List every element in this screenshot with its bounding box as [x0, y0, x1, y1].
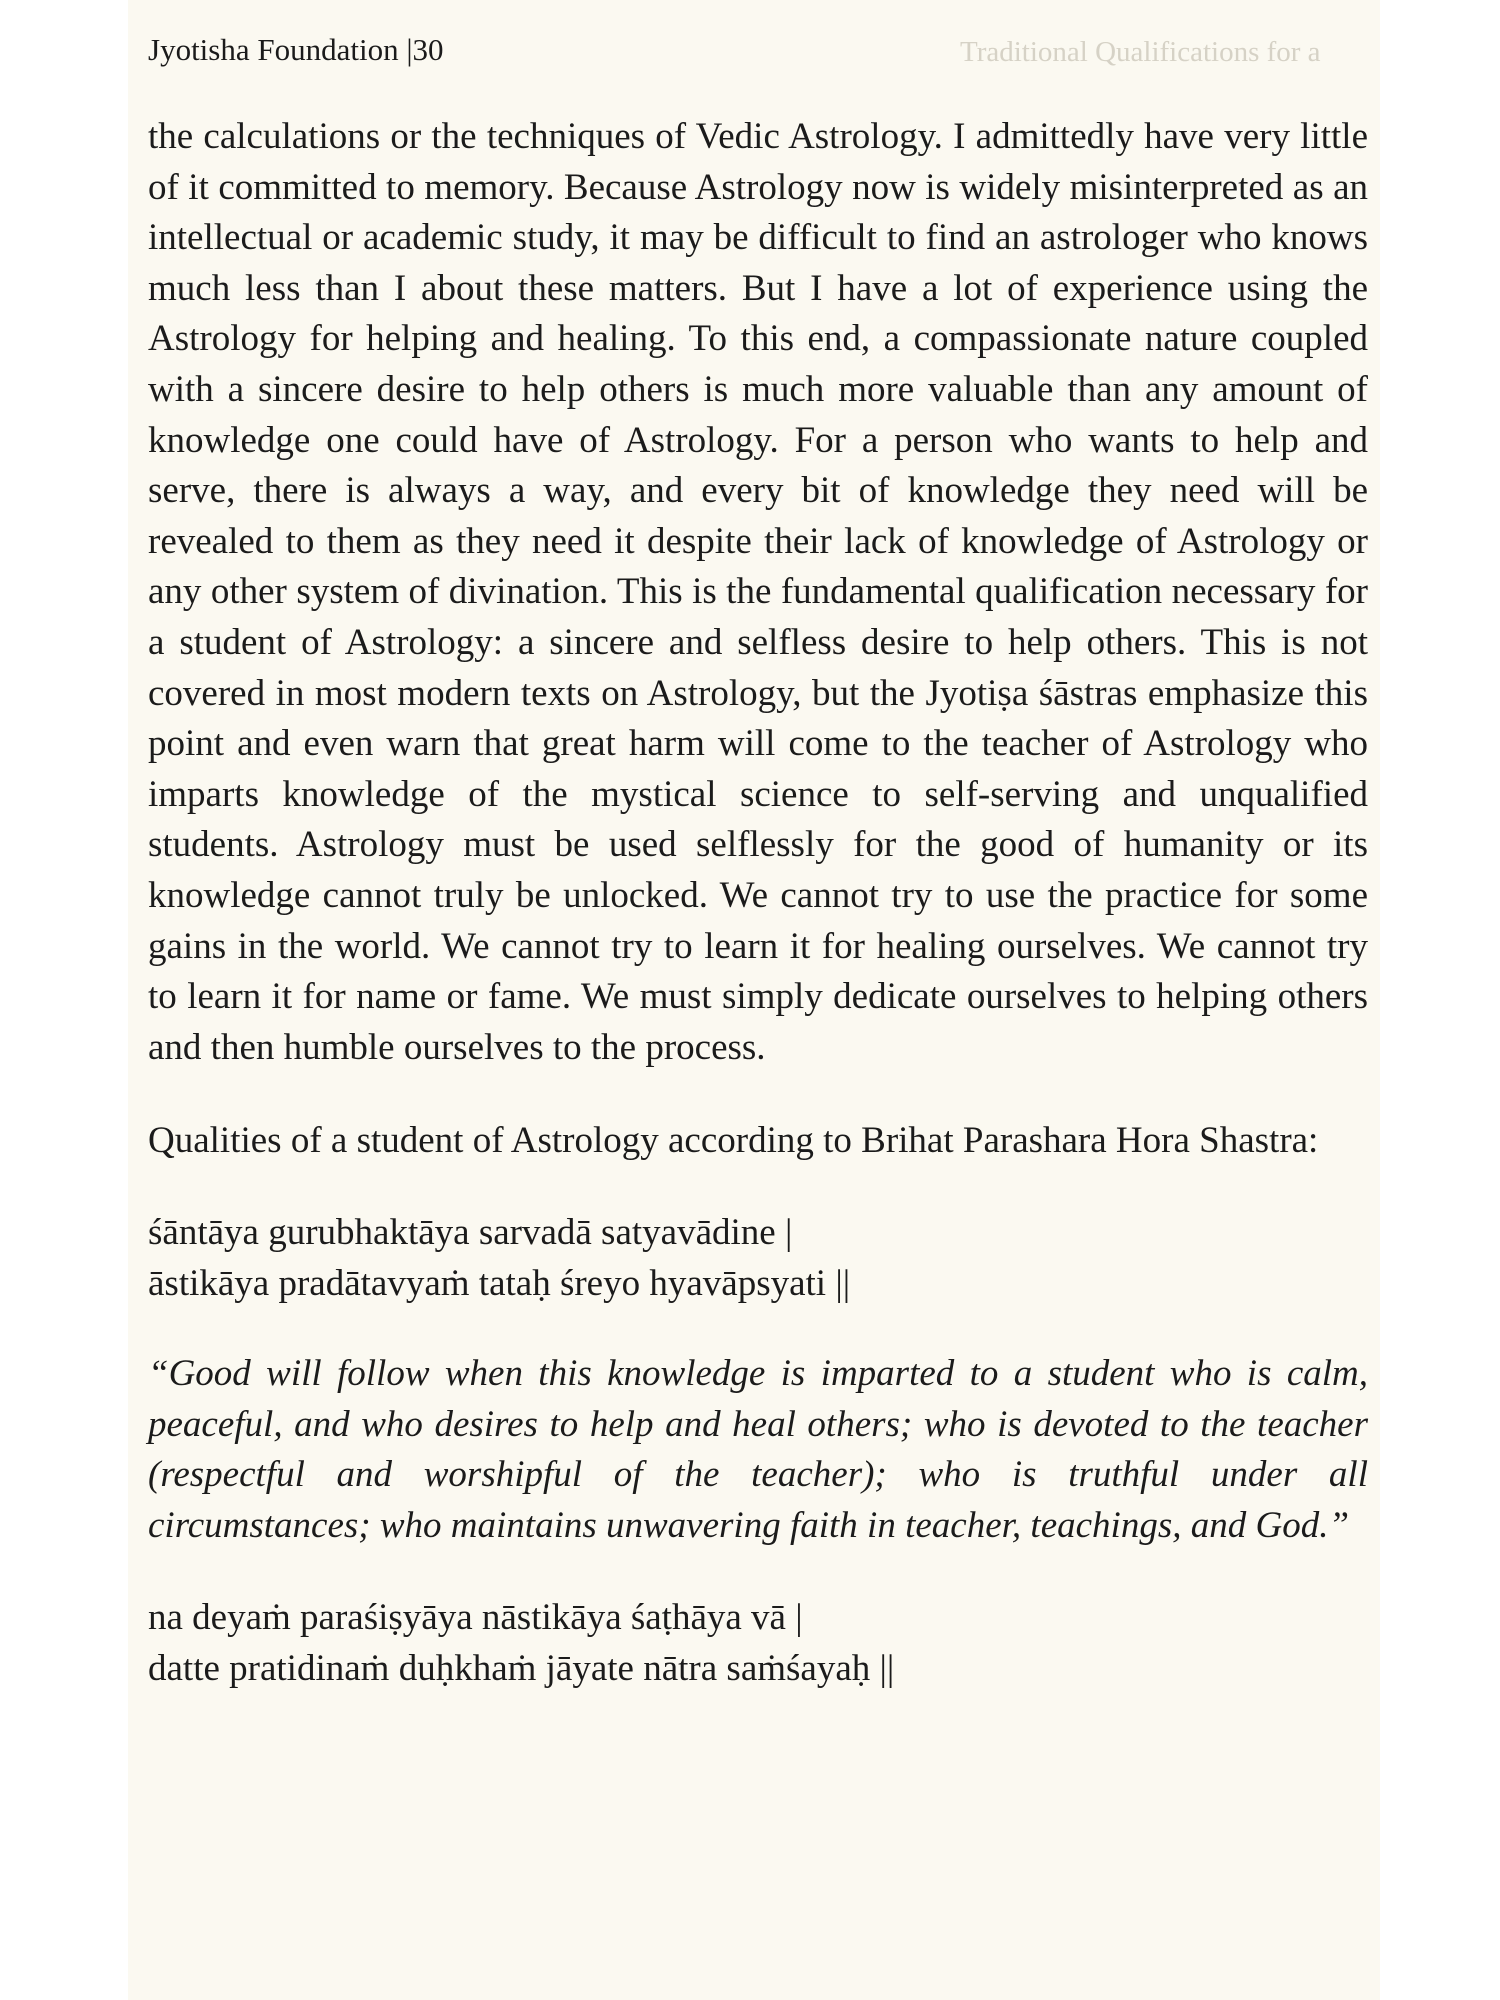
- body-text: [148, 112, 1368, 1694]
- show-through-text: Traditional Qualifications for a: [960, 36, 1321, 68]
- translation-quote: “Good will follow when this knowledge is imparted to a student who is calm, peaceful, and who desires to help and heal others; who is devoted to the teacher (respectful and worshipful of the teacher); who is truthful under all circumstances; who maintains unwavering faith in teacher, teachings, and God.”: [148, 1353, 1368, 1546]
- verse-1-line-2: āstikāya pradātavyaṁ tataḥ śreyo hyavāpsyati ||: [148, 1263, 851, 1305]
- running-head: Jyotisha Foundation |30: [148, 32, 444, 67]
- verse-2-line-2: datte pratidinaṁ duḥkhaṁ jāyate nātra saṁśayaḥ ||: [148, 1647, 895, 1689]
- sanskrit-verse-2: [148, 1592, 1368, 1694]
- verse-1-line-1: śāntāya gurubhaktāya sarvadā satyavādine |: [148, 1212, 793, 1254]
- verse-2-line-1: na deyaṁ paraśiṣyāya nāstikāya śaṭhāya vā |: [148, 1596, 803, 1638]
- qualities-heading: Qualities of a student of Astrology according to Brihat Parashara Hora Shastra:: [148, 1120, 1319, 1162]
- sanskrit-verse-1: [148, 1207, 1368, 1309]
- body-paragraph: the calculations or the techniques of Vedic Astrology. I admittedly have very little of it committed to memory. Because Astrology now is widely misinterpreted as an intellectual or academic study, it may be difficult to find an astrologer who knows much less than I about these matters. But I have a lot of experience using the Astrology for helping and healing. To this end, a compassionate nature coupled with a sincere desire to help others is much more valuable than any amount of knowledge one could have of Astrology. For a person who wants to help and serve, there is always a way, and every bit of knowledge they need will be revealed to them as they need it despite their lack of knowledge of Astrology or any other system of divination. This is the fundamental qualification necessary for a student of Astrology: a sincere and selfless desire to help others. This is not covered in most modern texts on Astrology, but the Jyotiṣa śāstras emphasize this point and even warn that great harm will come to the teacher of Astrology who imparts knowledge of the mystical science to self-serving and unqualified students. Astrology must be used selflessly for the good of humanity or its knowledge cannot truly be unlocked. We cannot try to use the practice for some gains in the world. We cannot try to learn it for healing ourselves. We cannot try to learn it for name or fame. We must simply dedicate ourselves to helping others and then humble ourselves to the process.: [148, 116, 1368, 1068]
